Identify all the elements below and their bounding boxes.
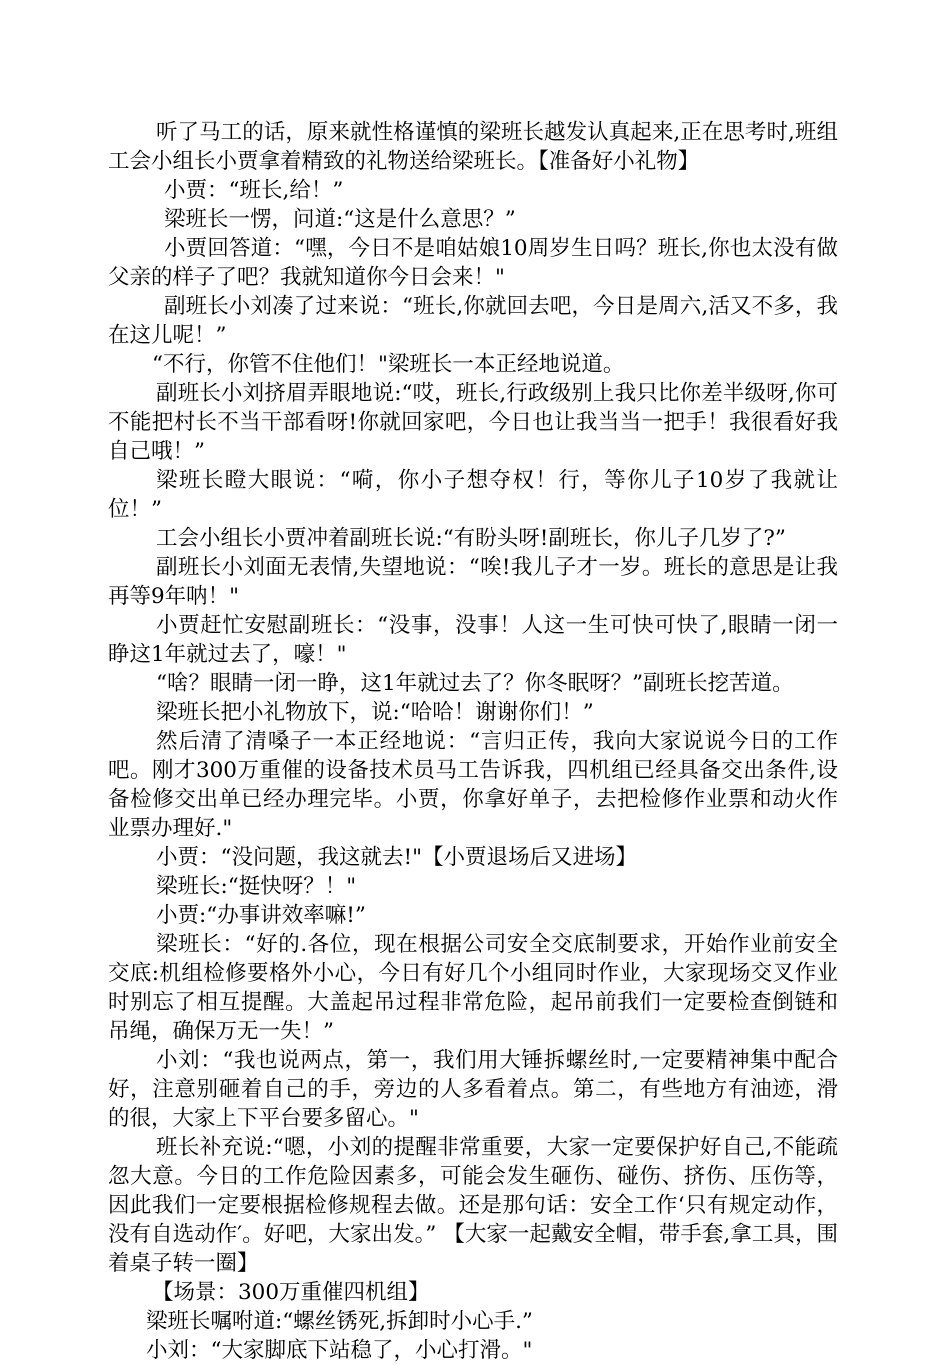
paragraph: “不行，你管不住他们！"梁班长一本正经地说道。 xyxy=(152,352,625,377)
paragraph: 梁班长嘱咐道:“螺丝锈死,拆卸时小心手.” xyxy=(146,1309,533,1334)
paragraph: 梁班长:“挺快呀？！" xyxy=(156,874,357,899)
document-body xyxy=(108,118,838,1365)
paragraph: 【场景：300万重催四机组】 xyxy=(152,1280,430,1305)
paragraph: 梁班长一愣，问道:“这是什么意思？” xyxy=(164,207,516,232)
paragraph: 小刘：“我也说两点，第一，我们用大锤拆螺丝时,一定要精神集中配合好，注意别砸着自己的手，旁边的人多看着点。第二，有些地方有油迹，滑的很，大家上下平台要多留心。" xyxy=(108,1048,838,1131)
paragraph: 梁班长瞪大眼说：“嗬，你小子想夺权！行，等你儿子10岁了我就让位！” xyxy=(108,468,838,522)
paragraph: 班长补充说:“嗯，小刘的提醒非常重要，大家一定要保护好自己,不能疏忽大意。今日的工作危险因素多，可能会发生砸伤、碰伤、挤伤、压伤等，因此我们一定要根据检修规程去做。还是那句话：安全工作‘只有规定动作，没有自选动作′。好吧，大家出发。” 【大家一起戴安全帽，带手套,拿工具，围着桌子转一圈】 xyxy=(108,1135,838,1276)
paragraph: 小贾：“班长,给！” xyxy=(164,178,344,203)
paragraph: 梁班长：“好的.各位，现在根据公司安全交底制要求，开始作业前安全交底:机组检修要格外小心，今日有好几个小组同时作业，大家现场交叉作业时别忘了相互提醒。大盖起吊过程非常危险，起吊前我们一定要检查倒链和吊绳，确保万无一失！” xyxy=(108,932,838,1044)
paragraph: 副班长小刘面无表情,失望地说：“唉!我儿子才一岁。班长的意思是让我再等9年呐！" xyxy=(108,555,838,609)
paragraph: “啥？眼睛一闭一睁，这1年就过去了？你冬眠呀？”副班长挖苦道。 xyxy=(156,671,794,696)
paragraph: 听了马工的话，原来就性格谨慎的梁班长越发认真起来,正在思考时,班组工会小组长小贾拿着精致的礼物送给梁班长。【准备好小礼物】 xyxy=(108,120,838,174)
paragraph: 小贾:“办事讲效率嘛!” xyxy=(156,903,366,928)
paragraph: 小贾赶忙安慰副班长：“没事，没事！人这一生可快可快了,眼睛一闭一睁这1年就过去了，嚎！" xyxy=(108,613,838,667)
paragraph: 然后清了清嗓子一本正经地说：“言归正传，我向大家说说今日的工作吧。刚才300万重催的设备技术员马工告诉我，四机组已经具备交出条件,设备检修交出单已经办理完毕。小贾，你拿好单子，去把检修作业票和动火作业票办理好." xyxy=(108,729,838,841)
paragraph: 梁班长把小礼物放下，说:“哈哈！谢谢你们！” xyxy=(156,700,594,725)
paragraph: 小刘：“大家脚底下站稳了，小心打滑。" xyxy=(146,1338,533,1363)
paragraph: 小贾：“没问题，我这就去!"【小贾退场后又进场】 xyxy=(156,845,638,870)
paragraph: 工会小组长小贾冲着副班长说:“有盼头呀!副班长，你儿子几岁了?” xyxy=(156,526,786,551)
paragraph: 副班长小刘挤眉弄眼地说:“哎，班长,行政级别上我只比你差半级呀,你可不能把村长不当干部看呀!你就回家吧，今日也让我当当一把手！我很看好我自己哦！” xyxy=(108,381,838,464)
paragraph: 小贾回答道：“嘿，今日不是咱姑娘10周岁生日吗？班长,你也太没有做父亲的样子了吧？我就知道你今日会来！" xyxy=(108,236,838,290)
paragraph: 副班长小刘凑了过来说：“班长,你就回去吧，今日是周六,活又不多，我在这儿呢！” xyxy=(108,294,838,348)
